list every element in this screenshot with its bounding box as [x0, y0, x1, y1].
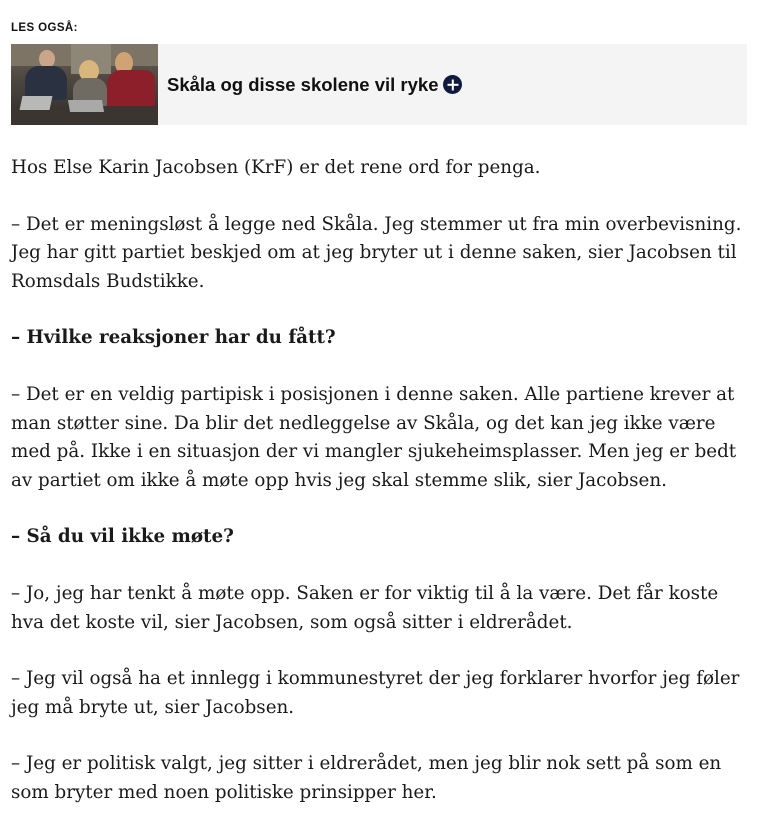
article-paragraph: – Det er en veldig partipisk i posisjonen i denne saken. Alle partiene krever at man støtter sine. Da blir det nedleggelse av Skåla, og det kan jeg ikke være med på. Ikke i en situasjon der vi mangler sjukeheimsplasser. Men jeg er bedt av partiet om ikke å møte opp hvis jeg skal stemme slik, sier Jacobsen.	[11, 383, 737, 491]
interview-question: – Så du vil ikke møte?	[11, 526, 234, 548]
article-paragraph: – Jo, jeg har tenkt å møte opp. Saken er for viktig til å la være. Det får koste hva det koste vil, sier Jacobsen, som også sitter i eldrerådet.	[11, 582, 719, 633]
article-paragraph: – Jeg er politisk valgt, jeg sitter i eldrerådet, men jeg blir nok sett på som en som bryter med noen politiske prinsipper her.	[11, 753, 722, 803]
article-paragraph: – Det er meningsløst å legge ned Skåla. Jeg stemmer ut fra min overbevisning. Jeg har gitt partiet beskjed om at jeg bryter ut i denne saken, sier Jacobsen til Romsdals Budstikke.	[11, 213, 742, 292]
related-article-title[interactable]	[167, 74, 462, 96]
article-paragraph: – Jeg vil også ha et innlegg i kommunestyret der jeg forklarer hvorfor jeg føler jeg må bryte ut, sier Jacobsen.	[11, 668, 740, 718]
related-article-card[interactable]	[11, 44, 747, 125]
interview-question: – Hvilke reaksjoner har du fått?	[11, 327, 336, 349]
related-article-title-text[interactable]: Skåla og disse skolene vil ryke	[167, 73, 439, 95]
related-label: LES OGSÅ:	[11, 22, 78, 34]
related-article-thumbnail[interactable]	[11, 44, 158, 125]
article-body	[11, 154, 756, 815]
plus-circle-icon[interactable]	[443, 75, 462, 94]
article-paragraph: Hos Else Karin Jacobsen (KrF) er det rene ord for penga.	[11, 157, 541, 178]
